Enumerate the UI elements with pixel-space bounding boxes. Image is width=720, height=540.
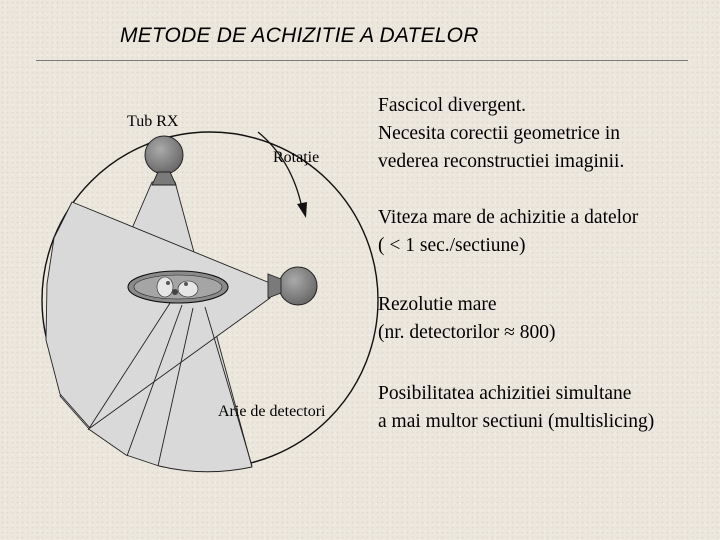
rotation-label: Rotaţie bbox=[273, 149, 320, 166]
detector-label: Arie de detectori bbox=[218, 403, 326, 420]
point-line: a mai multor sectiuni (multislicing) bbox=[378, 411, 655, 432]
x-ray-tube-top bbox=[145, 136, 183, 185]
point-line: (nr. detectorilor ≈ 800) bbox=[378, 322, 556, 343]
point-line: vederea reconstructiei imaginii. bbox=[378, 151, 625, 172]
patient-cross-section bbox=[128, 271, 228, 303]
tube-label: Tub RX bbox=[127, 113, 179, 130]
slide-title: METODE DE ACHIZITIE A DATELOR bbox=[120, 24, 479, 47]
point-line: Necesita corectii geometrice in bbox=[378, 123, 620, 144]
x-ray-fan-beams bbox=[46, 182, 270, 472]
point-line: Viteza mare de achizitie a datelor bbox=[378, 207, 639, 228]
rotation-arrow bbox=[258, 132, 307, 218]
point-line: Posibilitatea achizitiei simultane bbox=[378, 383, 632, 404]
point-resolution bbox=[378, 291, 555, 347]
point-line: Rezolutie mare bbox=[378, 294, 497, 315]
point-multislicing bbox=[378, 380, 654, 436]
point-beam bbox=[378, 92, 624, 176]
point-speed bbox=[378, 204, 638, 260]
x-ray-tube-right bbox=[268, 267, 317, 305]
point-line: Fascicol divergent. bbox=[378, 95, 527, 116]
point-line: ( < 1 sec./sectiune) bbox=[378, 235, 526, 256]
